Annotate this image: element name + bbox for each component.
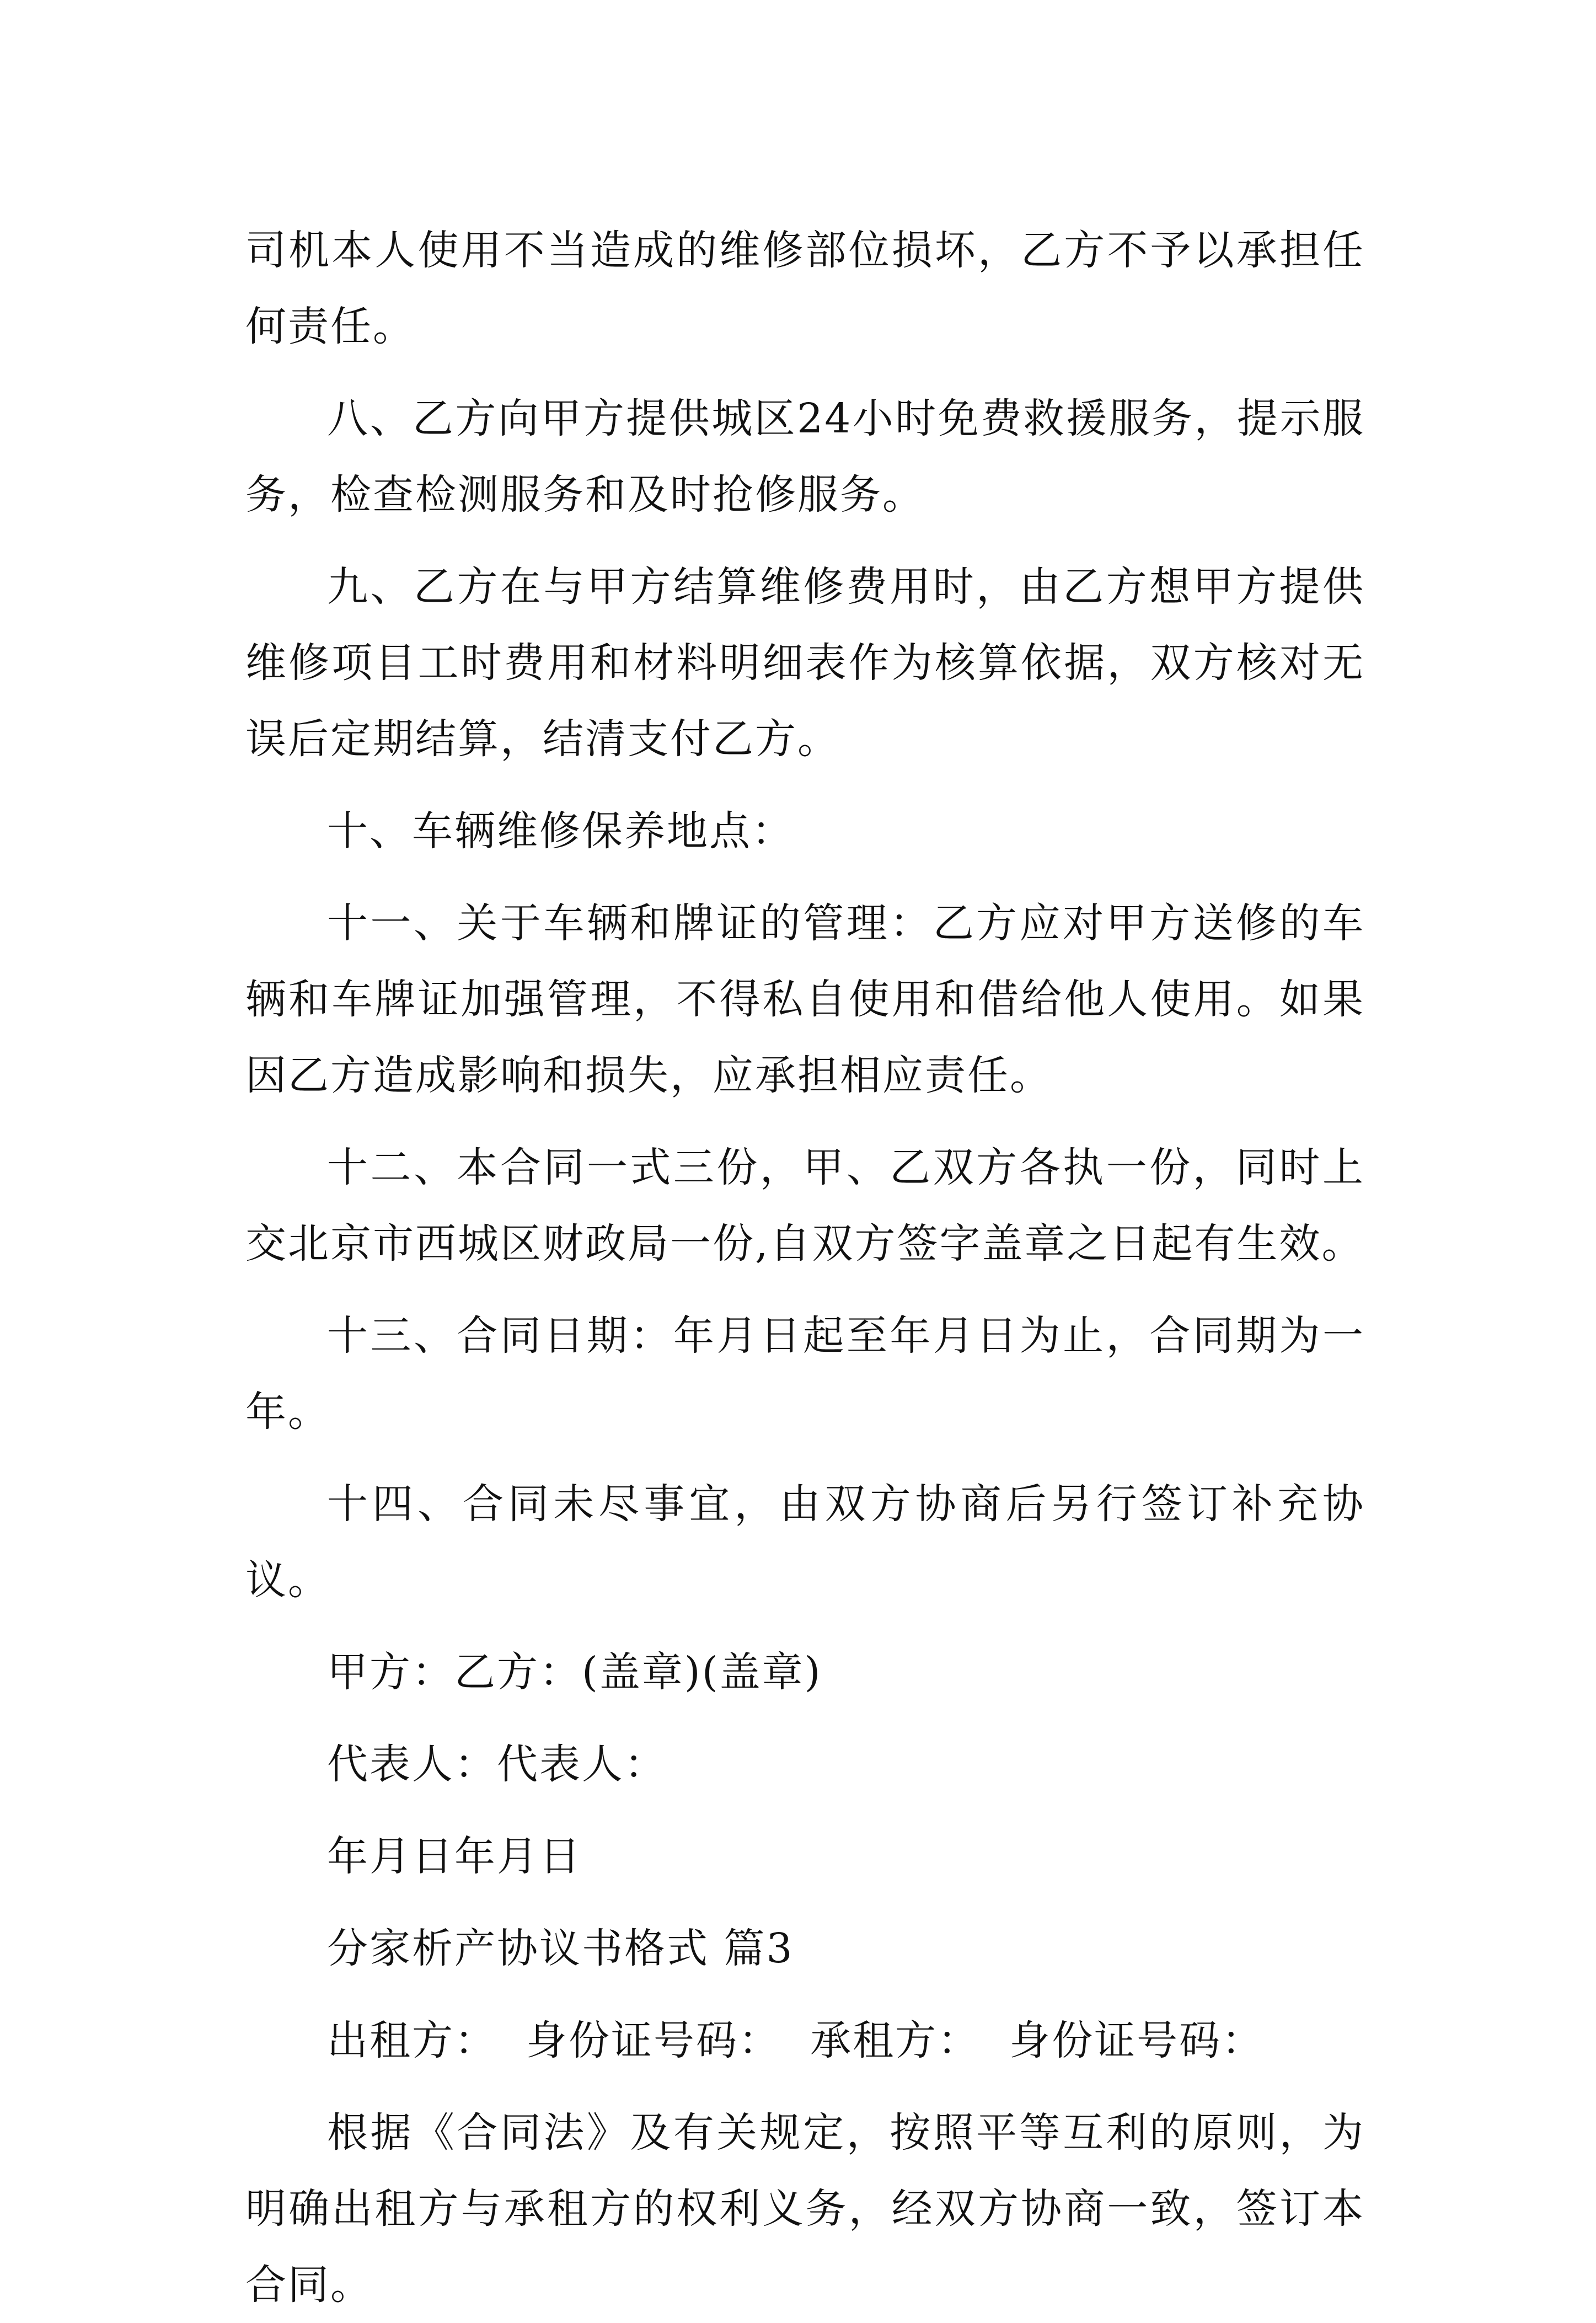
document-body [245,212,1365,2323]
paragraph-clause-12: 十二、本合同一式三份，甲、乙双方各执一份，同时上交北京市西城区财政局一份,自双方签字盖章之日起有生效。 [245,1144,1365,1267]
section-heading: 分家析产协议书格式 篇3 [327,1925,794,1972]
paragraph-preamble: 根据《合同法》及有关规定，按照平等互利的原则，为明确出租方与承租方的权利义务，经双方协商一致，签订本合同。 [245,2109,1365,2309]
paragraph-clause-14: 十四、合同未尽事宜，由双方协商后另行签订补充协议。 [245,1480,1365,1604]
paragraph-clause-8: 八、乙方向甲方提供城区24小时免费救援服务，提示服务，检查检测服务和及时抢修服务。 [245,395,1365,518]
paragraph-clause-13: 十三、合同日期：年月日起至年月日为止，合同期为一年。 [245,1312,1365,1436]
paragraph-continuation: 司机本人使用不当造成的维修部位损坏，乙方不予以承担任何责任。 [245,227,1365,350]
signature-dates-line: 年月日年月日 [327,1833,582,1880]
signature-parties-line: 甲方：乙方：(盖章)(盖章) [327,1648,822,1696]
paragraph-clause-10: 十、车辆维修保养地点： [327,807,794,855]
signature-representatives-line: 代表人：代表人： [327,1741,667,1788]
paragraph-clause-11: 十一、关于车辆和牌证的管理：乙方应对甲方送修的车辆和车牌证加强管理，不得私自使用和借给他人使用。如果因乙方造成影响和损失，应承担相应责任。 [245,900,1365,1099]
paragraph-clause-9: 九、乙方在与甲方结算维修费用时，由乙方想甲方提供维修项目工时费用和材料明细表作为核算依据，双方核对无误后定期结算，结清支付乙方。 [245,563,1365,763]
parties-identification-line: 出租方： 身份证号码： 承租方： 身份证号码： [327,2017,1265,2064]
